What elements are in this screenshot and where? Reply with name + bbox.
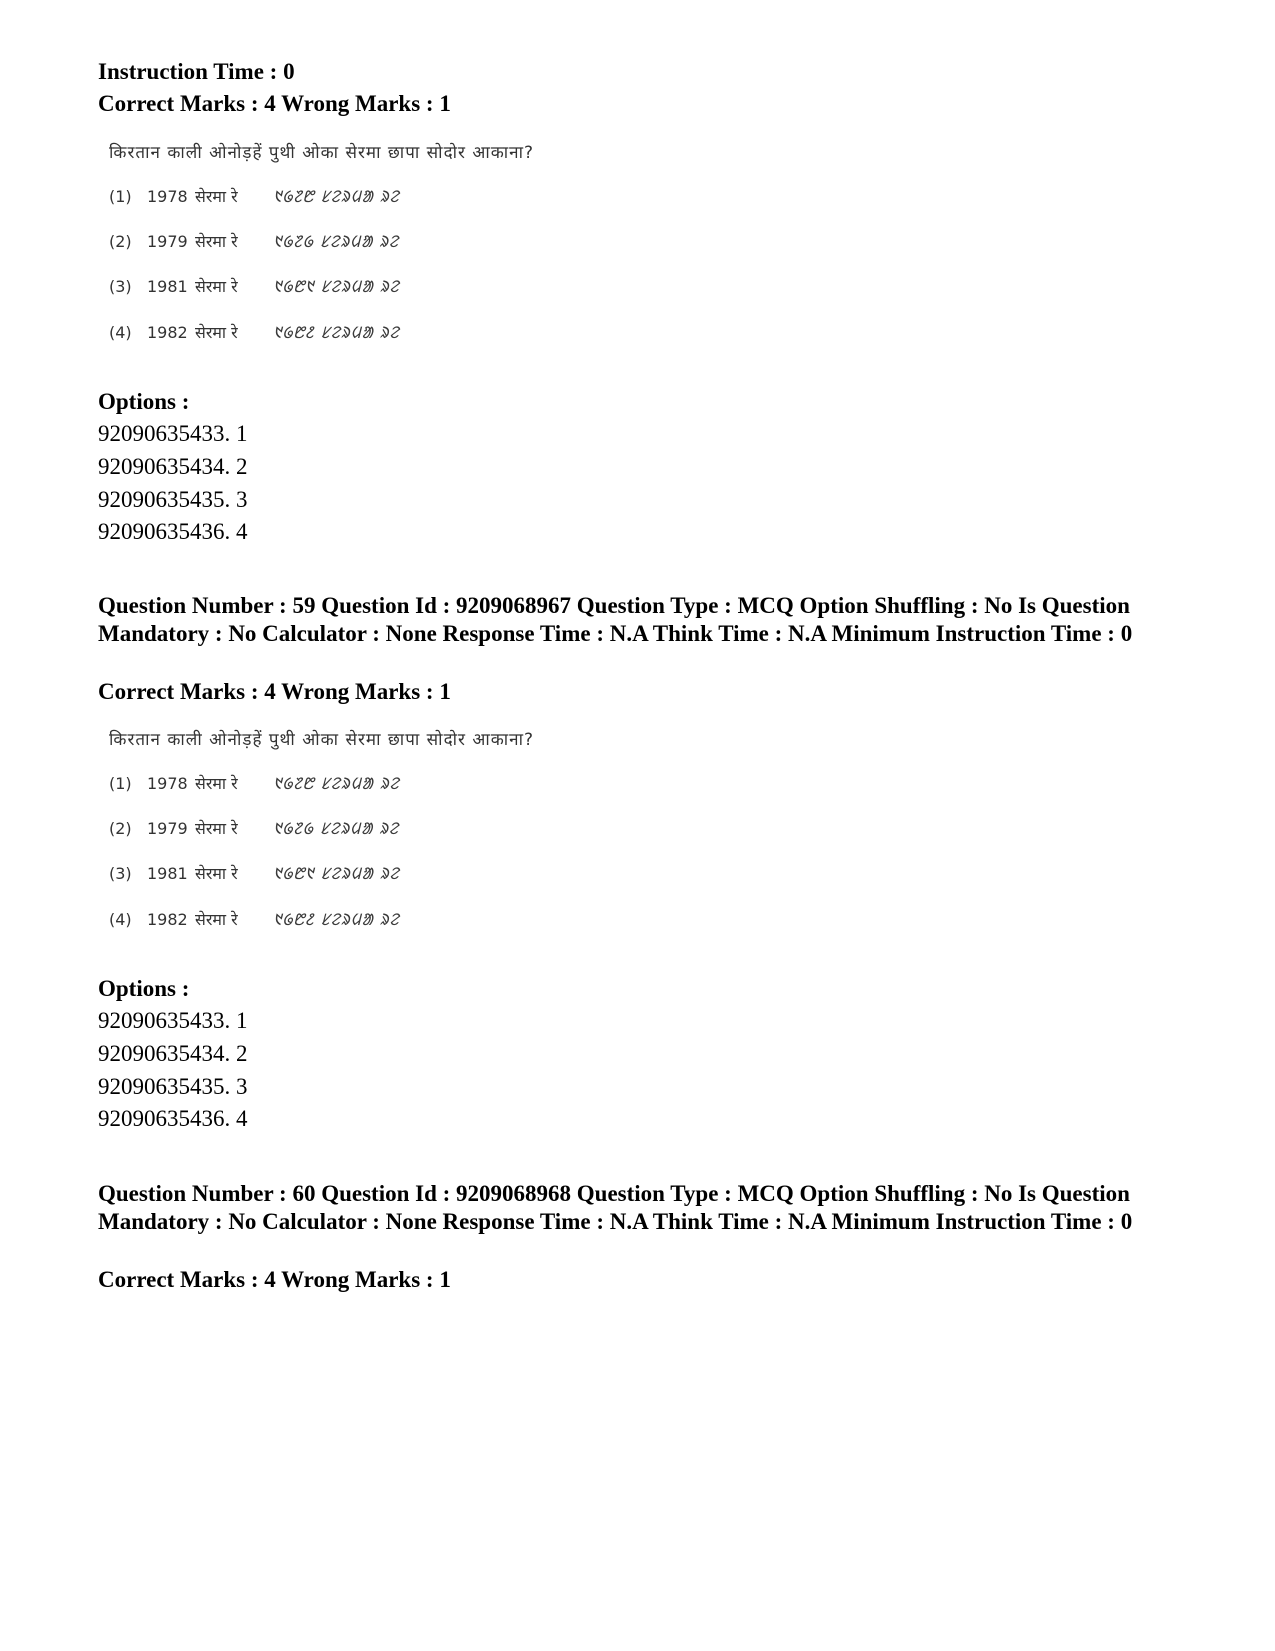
marks-line-60: Correct Marks : 4 Wrong Marks : 1 xyxy=(98,1267,451,1292)
question-text: किरतान काली ओनोड़हें पुथी ओका सेरमा छापा सोदोर आकाना? xyxy=(109,730,535,750)
option-item: 92090635433. 1 xyxy=(98,421,248,446)
options-label-59: Options : xyxy=(98,976,190,1001)
option-item: 92090635435. 3 xyxy=(98,1074,248,1099)
option-item: 92090635436. 4 xyxy=(98,1106,248,1131)
question-option: (4) 1982 सेरमा रे ᱑᱙᱘᱒ ᱥᱮᱨᱢᱟ ᱨᱮ xyxy=(109,910,400,929)
question-option: (3) 1981 सेरमा रे ᱑᱙᱘᱑ ᱥᱮᱨᱢᱟ ᱨᱮ xyxy=(109,277,400,296)
question-option: (4) 1982 सेरमा रे ᱑᱙᱘᱒ ᱥᱮᱨᱢᱟ ᱨᱮ xyxy=(109,323,400,342)
question-option: (2) 1979 सेरमा रे ᱑᱙᱗᱙ ᱥᱮᱨᱢᱟ ᱨᱮ xyxy=(109,232,400,251)
question-meta-60: Question Number : 60 Question Id : 9209068968 Question Type : MCQ Option Shuffling : No Is Question Mandatory : No Calculator : None Response Time : N.A Think Time : N.A Minimum Instruction Time : 0 xyxy=(98,1181,1133,1234)
marks-line: Correct Marks : 4 Wrong Marks : 1 xyxy=(98,91,451,116)
question-option: (2) 1979 सेरमा रे ᱑᱙᱗᱙ ᱥᱮᱨᱢᱟ ᱨᱮ xyxy=(109,819,400,838)
instruction-time: Instruction Time : 0 xyxy=(98,59,295,84)
option-item: 92090635434. 2 xyxy=(98,1041,248,1066)
option-item: 92090635435. 3 xyxy=(98,487,248,512)
option-item: 92090635436. 4 xyxy=(98,519,248,544)
option-item: 92090635433. 1 xyxy=(98,1008,248,1033)
question-option: (1) 1978 सेरमा रे ᱑᱙᱗᱘ ᱥᱮᱨᱢᱟ ᱨᱮ xyxy=(109,774,400,793)
question-option: (3) 1981 सेरमा रे ᱑᱙᱘᱑ ᱥᱮᱨᱢᱟ ᱨᱮ xyxy=(109,864,400,883)
question-image xyxy=(105,140,605,372)
question-option: (1) 1978 सेरमा रे ᱑᱙᱗᱘ ᱥᱮᱨᱢᱟ ᱨᱮ xyxy=(109,187,400,206)
question-text: किरतान काली ओनोड़हें पुथी ओका सेरमा छापा सोदोर आकाना? xyxy=(109,143,535,163)
question-image-59 xyxy=(105,727,605,959)
options-label: Options : xyxy=(98,389,190,414)
marks-line-59: Correct Marks : 4 Wrong Marks : 1 xyxy=(98,679,451,704)
option-item: 92090635434. 2 xyxy=(98,454,248,479)
question-meta-59: Question Number : 59 Question Id : 9209068967 Question Type : MCQ Option Shuffling : No Is Question Mandatory : No Calculator : None Response Time : N.A Think Time : N.A Minimum Instruction Time : 0 xyxy=(98,593,1133,646)
